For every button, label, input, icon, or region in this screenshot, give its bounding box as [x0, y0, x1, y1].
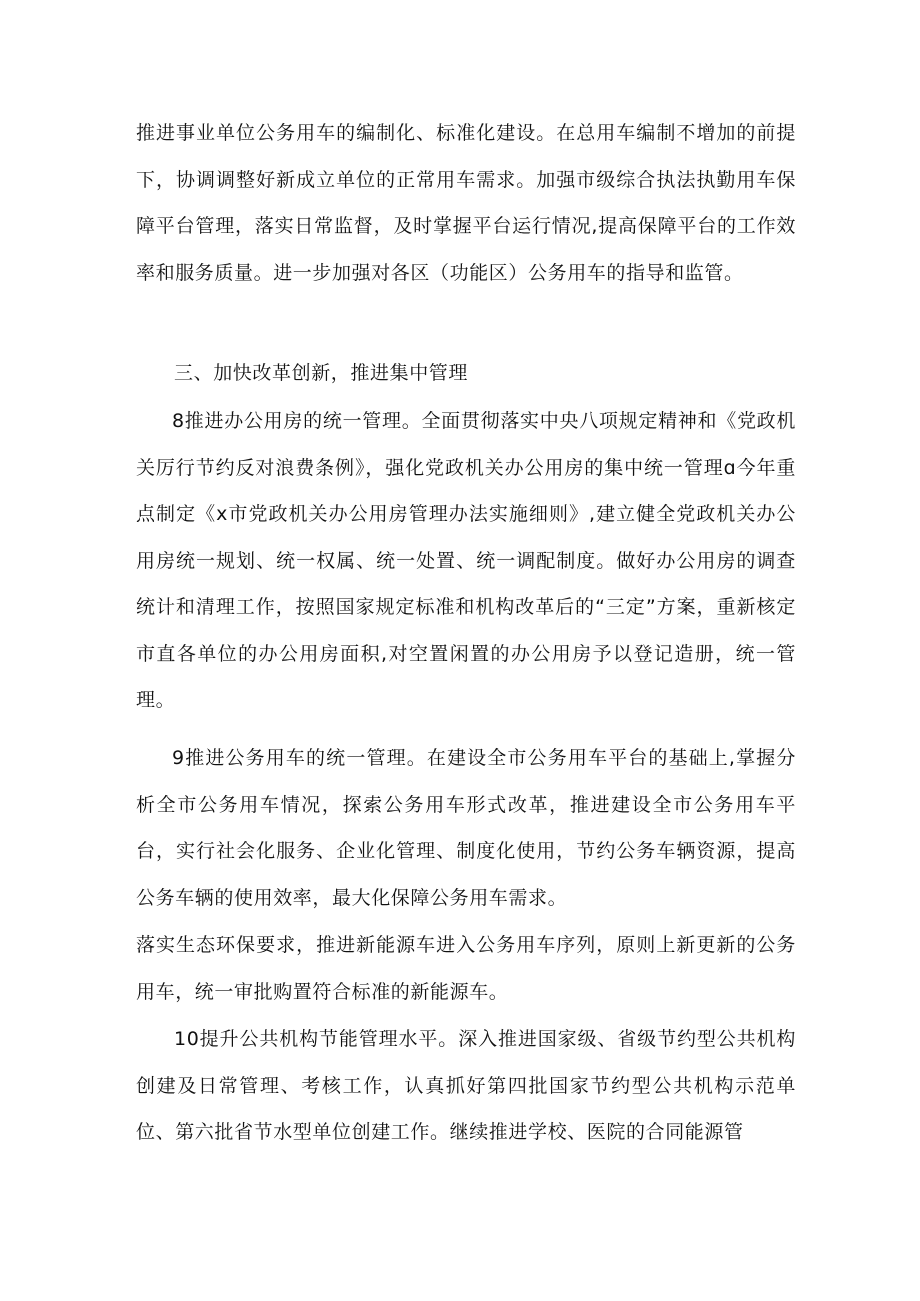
paragraph-new-energy-vehicles: 落实生态环保要求，推进新能源车进入公务用车序列，原则上新更新的公务用车，统一审批购置符合标准的新能源车。 [136, 934, 796, 1003]
paragraph-vehicle-standardization: 推进事业单位公务用车的编制化、标准化建设。在总用车编制不增加的前提下，协调调整好新成立单位的正常用车需求。加强市级综合执法执勤用车保障平台管理，落实日常监督，及时掌握平台运行情况,提高保障平台的工作效率和服务质量。进一步加强对各区（功能区）公务用车的指导和监管。 [136, 122, 796, 284]
paragraph-item-9: 9推进公务用车的统一管理。在建设全市公务用车平台的基础上,掌握分析全市公务用车情况，探索公务用车形式改革，推进建设全市公务用车平台，实行社会化服务、企业化管理、制度化使用，节约公务车辆资源，提高公务车辆的使用效率，最大化保障公务用车需求。 [136, 747, 796, 909]
paragraph-item-10: 10提升公共机构节能管理水平。深入推进国家级、省级节约型公共机构创建及日常管理、考核工作，认真抓好第四批国家节约型公共机构示范单位、第六批省节水型单位创建工作。继续推进学校、医院的合同能源管 [136, 1028, 796, 1143]
section-heading-3: 三、加快改革创新，推进集中管理 [174, 362, 469, 384]
paragraph-item-8: 8推进办公用房的统一管理。全面贯彻落实中央八项规定精神和《党政机关厉行节约反对浪费条例》，强化党政机关办公用房的集中统一管理ɑ今年重点制定《x市党政机关办公用房管理办法实施细则》,建立健全党政机关办公用房统一规划、统一权属、统一处置、统一调配制度。做好办公用房的调查统计和清理工作，按照国家规定标准和机构改革后的“三定”方案，重新核定市直各单位的办公用房面积,对空置闲置的办公用房予以登记造册，统一管理。 [136, 410, 796, 711]
